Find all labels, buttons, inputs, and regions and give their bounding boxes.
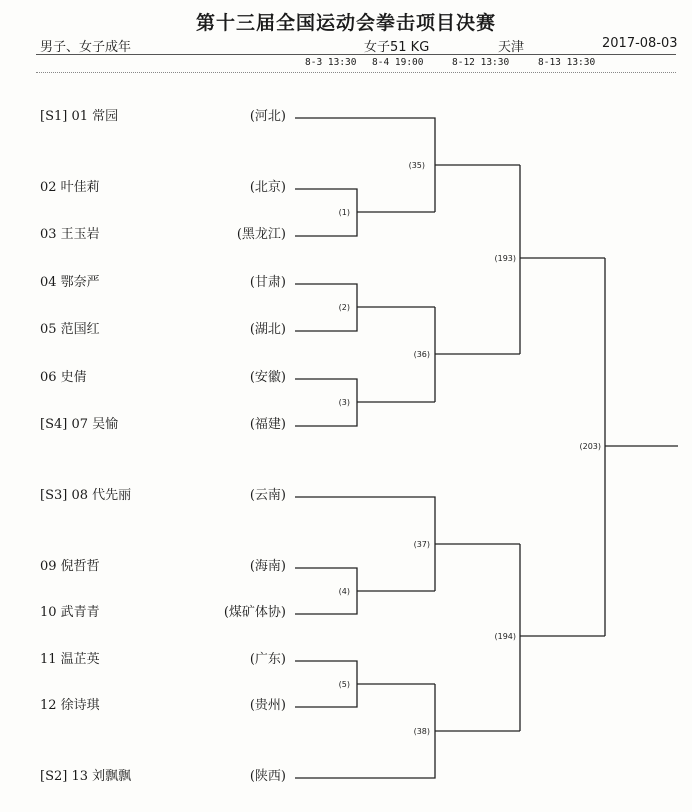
match-label-37: (37) xyxy=(413,540,430,549)
athlete-07-province: (福建) xyxy=(249,417,286,432)
athlete-04-province: (甘肃) xyxy=(249,275,286,290)
athlete-06-province: (安徽) xyxy=(249,370,286,385)
athlete-02: 02 叶佳莉 xyxy=(40,180,100,195)
athlete-10-province: (煤矿体协) xyxy=(223,605,286,620)
match-label-203: (203) xyxy=(579,442,601,451)
athlete-03-province: (黑龙江) xyxy=(236,227,286,242)
match-label-194: (194) xyxy=(494,632,516,641)
bracket-line-match-5 xyxy=(295,661,435,707)
bracket-line-match-1 xyxy=(295,189,435,236)
match-label-35: (35) xyxy=(408,161,425,170)
bracket-line-match-203 xyxy=(605,258,678,636)
match-label-4: (4) xyxy=(338,587,350,596)
match-label-5: (5) xyxy=(338,680,350,689)
schedule-round-4: 8-13 13:30 xyxy=(538,57,596,68)
athlete-13: [S2] 13 刘飘飘 xyxy=(40,769,132,784)
date-label: 2017-08-03 xyxy=(602,36,678,51)
bracket-line-match-37 xyxy=(295,497,520,591)
bracket-line-match-4 xyxy=(295,568,435,614)
bracket-line-match-36 xyxy=(435,307,520,402)
athlete-12-province: (贵州) xyxy=(249,698,286,713)
athlete-11: 11 温芷英 xyxy=(40,652,100,667)
athlete-07: [S4] 07 吴愉 xyxy=(40,417,119,432)
weight-class-label: 女子51 KG xyxy=(364,40,430,55)
athlete-05-province: (湖北) xyxy=(249,322,286,337)
athlete-06: 06 史倩 xyxy=(40,370,87,385)
athlete-10: 10 武青青 xyxy=(40,605,100,620)
match-label-36: (36) xyxy=(413,350,430,359)
schedule-round-2: 8-4 19:00 xyxy=(372,57,424,68)
schedule-round-3: 8-12 13:30 xyxy=(452,57,510,68)
athlete-01-province: (河北) xyxy=(249,109,286,124)
athlete-03: 03 王玉岩 xyxy=(40,227,100,242)
athlete-08: [S3] 08 代先丽 xyxy=(40,488,132,503)
athlete-05: 05 范国红 xyxy=(40,322,100,337)
match-label-193: (193) xyxy=(494,254,516,263)
athlete-12: 12 徐诗琪 xyxy=(40,698,100,713)
match-label-2: (2) xyxy=(338,303,350,312)
category-label: 男子、女子成年 xyxy=(40,40,132,55)
athlete-01: [S1] 01 常园 xyxy=(40,109,119,124)
bracket-line-match-193 xyxy=(520,165,605,354)
bracket-line-match-194 xyxy=(520,544,605,731)
schedule-round-1: 8-3 13:30 xyxy=(305,57,357,68)
page-title: 第十三届全国运动会拳击项目决赛 xyxy=(195,12,496,34)
bracket-line-match-3 xyxy=(295,379,435,426)
athlete-04: 04 鄂奈严 xyxy=(40,275,100,290)
venue-label: 天津 xyxy=(498,40,525,55)
athlete-09: 09 倪哲哲 xyxy=(40,559,100,574)
bracket-line-match-2 xyxy=(295,284,435,331)
athlete-11-province: (广东) xyxy=(249,652,286,667)
athlete-09-province: (海南) xyxy=(249,559,286,574)
athlete-13-province: (陕西) xyxy=(249,769,286,784)
bracket-line-match-35 xyxy=(295,118,520,212)
bracket-line-match-38 xyxy=(295,684,520,778)
match-label-38: (38) xyxy=(413,727,430,736)
match-label-3: (3) xyxy=(338,398,350,407)
athlete-08-province: (云南) xyxy=(249,488,286,503)
match-label-1: (1) xyxy=(338,208,350,217)
athlete-02-province: (北京) xyxy=(249,180,286,195)
